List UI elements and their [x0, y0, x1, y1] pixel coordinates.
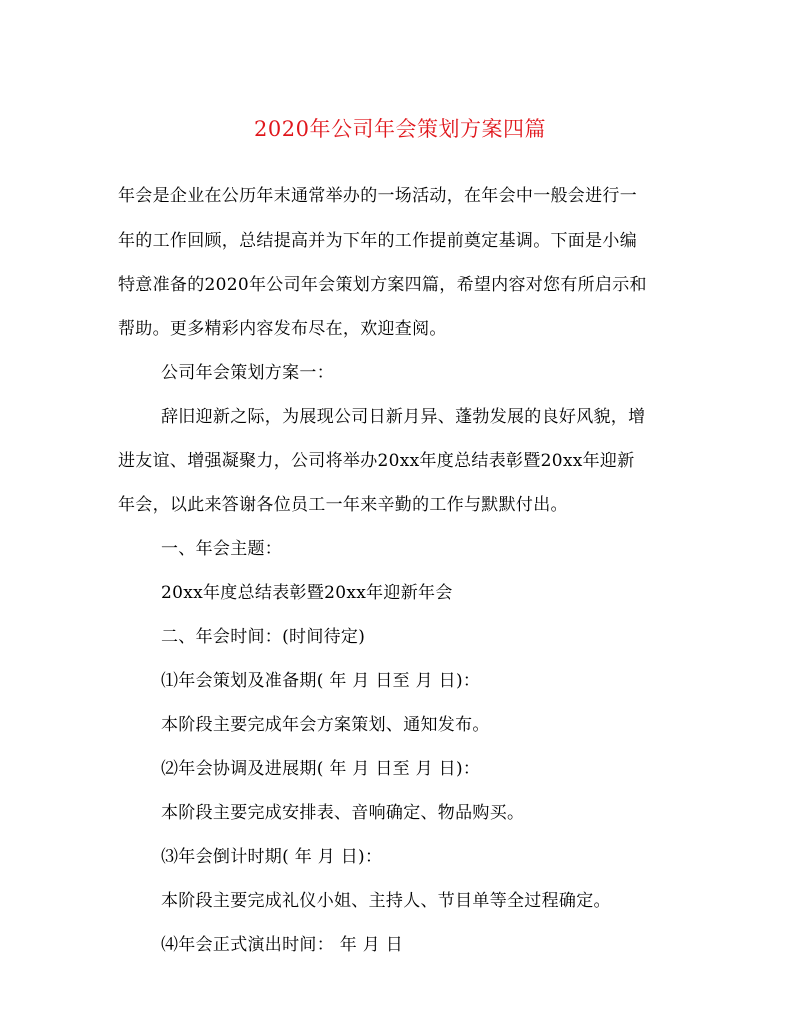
- theme-text: 20xx年度总结表彰暨20xx年迎新年会: [161, 583, 453, 603]
- paragraph-line-3: 特意准备的2020年公司年会策划方案四篇，希望内容对您有所启示和: [118, 275, 647, 295]
- paragraph-line-1: 年会是企业在公历年末通常举办的一场活动，在年会中一般会进行一: [118, 186, 637, 206]
- paragraph-line-5: 辞旧迎新之际，为展现公司日新月异、蓬勃发展的良好风貌，增: [161, 407, 646, 427]
- phase-3-heading: ⑶年会倒计时期( 年 月 日)：: [161, 847, 383, 867]
- section-heading-time: 二、年会时间：(时间待定): [161, 627, 366, 647]
- phase-2-text: 本阶段主要完成安排表、音响确定、物品购买。: [161, 803, 525, 823]
- phase-1-heading: ⑴年会策划及准备期( 年 月 日至 月 日)：: [161, 671, 481, 691]
- paragraph-line-2: 年的工作回顾，总结提高并为下年的工作提前奠定基调。下面是小编: [118, 231, 637, 251]
- section-heading-plan-one: 公司年会策划方案一：: [161, 363, 334, 383]
- phase-1-text: 本阶段主要完成年会方案策划、通知发布。: [161, 715, 490, 735]
- paragraph-line-7: 年会，以此来答谢各位员工一年来辛勤的工作与默默付出。: [118, 495, 568, 515]
- document-title: 2020年公司年会策划方案四篇: [254, 117, 546, 141]
- phase-4-heading: ⑷年会正式演出时间： 年 月 日: [161, 935, 404, 955]
- phase-2-heading: ⑵年会协调及进展期( 年 月 日至 月 日)：: [161, 759, 481, 779]
- phase-3-text: 本阶段主要完成礼仪小姐、主持人、节目单等全过程确定。: [161, 891, 611, 911]
- paragraph-line-4: 帮助。更多精彩内容发布尽在，欢迎查阅。: [118, 319, 447, 339]
- section-heading-theme: 一、年会主题：: [161, 539, 283, 559]
- paragraph-line-6: 进友谊、增强凝聚力，公司将举办20xx年度总结表彰暨20xx年迎新: [118, 451, 635, 471]
